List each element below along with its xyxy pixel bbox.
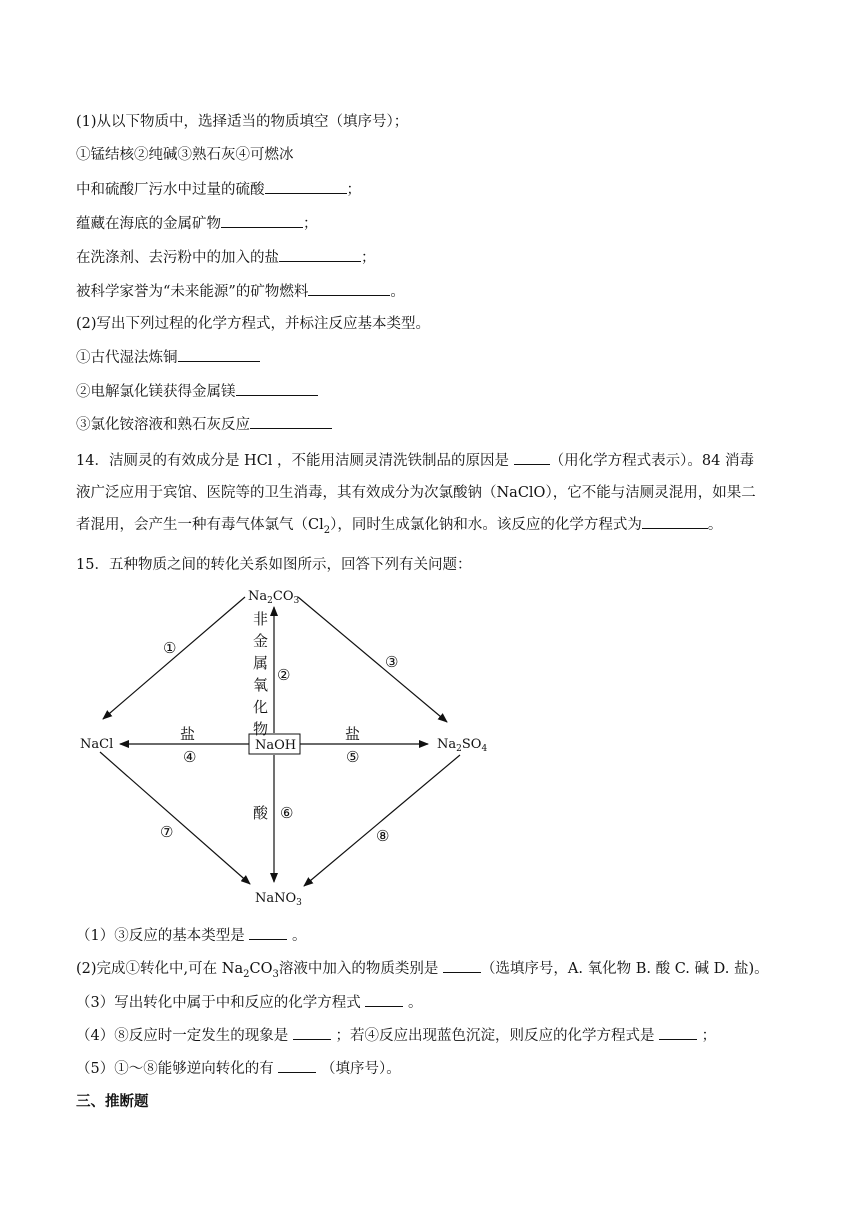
step-5: ⑤ xyxy=(346,748,360,766)
q1-item-1-text: 中和硫酸厂污水中过量的硫酸 xyxy=(76,182,265,198)
step-7: ⑦ xyxy=(160,823,174,841)
step-1: ① xyxy=(163,639,177,657)
q15-sub-4: （4）⑧反应时一定发生的现象是 ；若④反应出现蓝色沉淀，则反应的化学方程式是 ； xyxy=(76,1025,716,1046)
arrow-3 xyxy=(298,597,447,722)
q2-intro: (2)写出下列过程的化学方程式，并标注反应基本类型。 xyxy=(76,316,431,332)
node-nano3: NaNO$_3$ xyxy=(255,891,302,908)
answer-blank[interactable] xyxy=(659,1025,697,1040)
node-nacl: NaCl xyxy=(80,737,114,752)
svg-text:非: 非 xyxy=(253,610,269,628)
q1-item-4-text: 被科学家誉为“未来能源”的矿物燃料 xyxy=(76,284,309,300)
label-nonmetal-oxide xyxy=(253,610,268,738)
node-naoh: NaOH xyxy=(255,738,297,753)
step-3: ③ xyxy=(385,653,399,671)
step-6: ⑥ xyxy=(280,804,294,822)
answer-blank[interactable] xyxy=(250,414,332,429)
q2-item-2: ②电解氯化镁获得金属镁 xyxy=(76,381,318,402)
svg-text:物: 物 xyxy=(253,720,269,738)
answer-blank[interactable] xyxy=(443,958,481,973)
arrow-1 xyxy=(103,597,245,719)
svg-text:化: 化 xyxy=(253,698,269,716)
svg-text:属: 属 xyxy=(253,654,269,672)
svg-text:氧: 氧 xyxy=(253,676,269,694)
answer-blank[interactable] xyxy=(293,1025,331,1040)
question-15-intro: 15．五种物质之间的转化关系如图所示，回答下列有关问题： xyxy=(76,557,472,573)
q1-item-2-text: 蕴藏在海底的金属矿物 xyxy=(76,216,221,232)
q1-options: ①锰结核②纯碱③熟石灰④可燃冰 xyxy=(76,147,294,163)
answer-blank[interactable] xyxy=(221,213,303,228)
q15-sub-5: （5）①～⑧能够逆向转化的有 （填序号）。 xyxy=(76,1058,401,1079)
q1-item-2: 蕴藏在海底的金属矿物 ； xyxy=(76,213,318,234)
label-salt-left: 盐 xyxy=(180,725,196,743)
node-na2co3: $Na_2CO_3$ xyxy=(248,589,300,606)
node-na2so4: $Na_2SO_4$ xyxy=(437,737,488,754)
answer-blank[interactable] xyxy=(278,1058,316,1073)
answer-blank[interactable] xyxy=(249,925,287,940)
step-2: ② xyxy=(277,666,291,684)
section-3-heading: 三、推断题 xyxy=(76,1093,149,1110)
answer-blank[interactable] xyxy=(236,381,318,396)
answer-blank[interactable] xyxy=(365,992,403,1007)
question-14: 14．洁厕灵的有效成分是 HCl ，不能用洁厕灵清洗铁制品的原因是 （用化学方程式表示）。84 消毒液广泛应用于宾馆、医院等的卫生消毒，其有效成分为次氯酸钠（NaClO），它不能与洁厕灵混用，如果二者混用，会产生一种有毒气体氯气$(Cl_2)$，同时生成氯化钠和水。该反应的化学方程式为 。 xyxy=(76,445,766,547)
q15-sub-3: （3）写出转化中属于中和反应的化学方程式 。 xyxy=(76,992,422,1013)
svg-text:金: 金 xyxy=(253,632,269,650)
label-salt-right: 盐 xyxy=(345,725,361,743)
q1-item-4: 被科学家誉为“未来能源”的矿物燃料 。 xyxy=(76,281,405,302)
q15-sub-2: (2)完成①转化中,可在 $Na_2CO_3$溶液中加入的物质类别是 （选填序号，A. 氧化物 B. 酸 C. 碱 D. 盐)。 xyxy=(76,958,769,985)
q1-item-1: 中和硫酸厂污水中过量的硫酸 ； xyxy=(76,179,361,200)
q2-item-1: ①古代湿法炼铜 xyxy=(76,347,260,368)
answer-blank[interactable] xyxy=(642,514,708,529)
answer-blank[interactable] xyxy=(514,450,550,465)
q1-item-3-text: 在洗涤剂、去污粉中的加入的盐 xyxy=(76,250,279,266)
q15-sub-1: （1）③反应的基本类型是 。 xyxy=(76,925,306,946)
q1-intro: (1)从以下物质中，选择适当的物质填空（填序号）； xyxy=(76,114,409,130)
q2-item-3: ③氯化铵溶液和熟石灰反应 xyxy=(76,414,332,435)
step-4: ④ xyxy=(183,748,197,766)
q1-item-3: 在洗涤剂、去污粉中的加入的盐 ； xyxy=(76,247,376,268)
step-8: ⑧ xyxy=(376,827,390,845)
conversion-diagram xyxy=(0,582,860,912)
label-acid: 酸 xyxy=(253,804,269,822)
arrow-7 xyxy=(100,752,250,884)
answer-blank[interactable] xyxy=(308,281,390,296)
answer-blank[interactable] xyxy=(279,247,361,262)
arrow-8 xyxy=(304,755,460,886)
answer-blank[interactable] xyxy=(265,179,347,194)
answer-blank[interactable] xyxy=(178,347,260,362)
